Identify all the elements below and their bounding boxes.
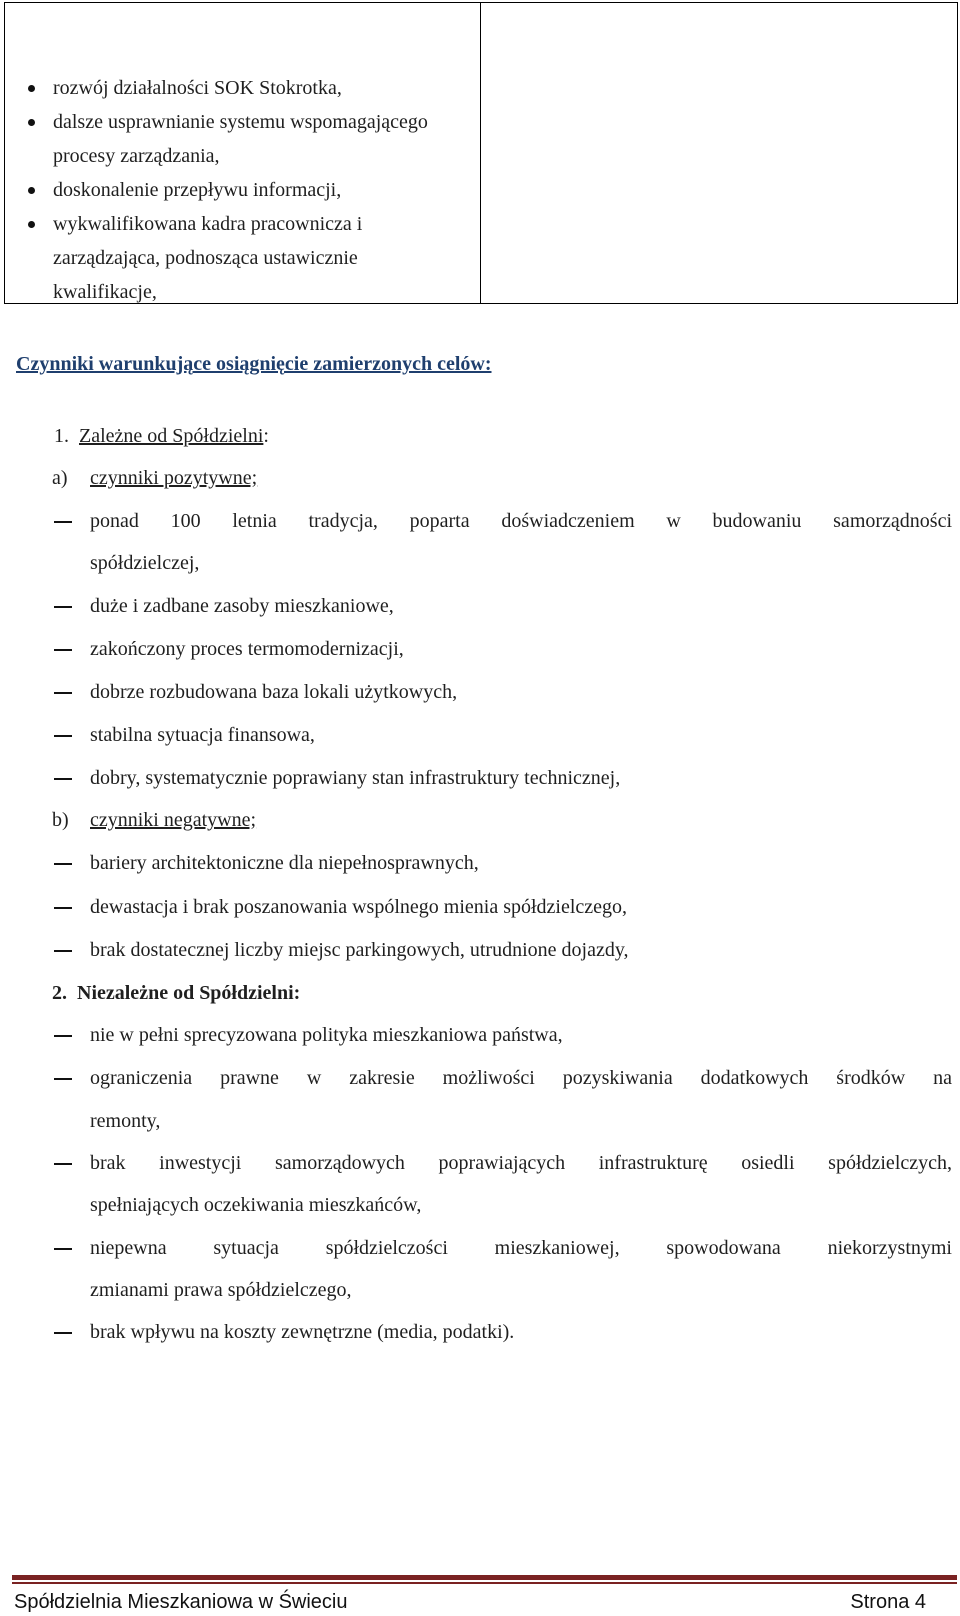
- list-item-continuation: spółdzielczej,: [90, 552, 200, 574]
- bullet-icon: [28, 187, 35, 194]
- dash-icon: [54, 606, 72, 608]
- footer-divider: [12, 1575, 957, 1580]
- footer-organization: Spółdzielnia Mieszkaniowa w Świeciu: [14, 1591, 348, 1613]
- dash-icon: [54, 863, 72, 865]
- positive-factors-label: a): [52, 467, 68, 489]
- footer-divider-thin: [12, 1582, 957, 1584]
- dash-icon: [54, 1078, 72, 1080]
- list-item-continuation: zmianami prawa spółdzielczego,: [90, 1279, 352, 1301]
- list-item-continuation: remonty,: [90, 1110, 161, 1132]
- dash-icon: [54, 950, 72, 952]
- dash-icon: [54, 1248, 72, 1250]
- dash-icon: [54, 1332, 72, 1334]
- dash-icon: [54, 521, 72, 523]
- dash-icon: [54, 778, 72, 780]
- section-heading: Czynniki warunkujące osiągnięcie zamierzonych celów:: [16, 353, 492, 375]
- bullet-icon: [28, 119, 35, 126]
- list-item: dalsze usprawnianie systemu wspomagającego procesy zarządzania,: [5, 105, 433, 173]
- page-number: Strona 4: [850, 1591, 926, 1613]
- bullet-icon: [28, 221, 35, 228]
- list-item-continuation: spełniających oczekiwania mieszkańców,: [90, 1194, 422, 1216]
- goals-table-left-cell: [5, 3, 481, 303]
- dash-icon: [54, 735, 72, 737]
- negative-factors-title: czynniki negatywne;: [90, 809, 257, 831]
- dash-icon: [54, 907, 72, 909]
- bullet-icon: [28, 85, 35, 92]
- section2-title: 2. Niezależne od Spółdzielni:: [52, 982, 301, 1004]
- dash-icon: [54, 1035, 72, 1037]
- list-item: rozwój działalności SOK Stokrotka,: [5, 71, 433, 105]
- goals-bullet-list: [5, 71, 433, 309]
- goals-table: [4, 2, 958, 304]
- negative-factors-label: b): [52, 809, 69, 831]
- dash-icon: [54, 692, 72, 694]
- list-item: wykwalifikowana kadra pracownicza i zarządzająca, podnosząca ustawicznie kwalifikacje,: [5, 207, 433, 309]
- dash-icon: [54, 649, 72, 651]
- dash-icon: [54, 1163, 72, 1165]
- section1-title: 1. Zależne od Spółdzielni:: [54, 425, 269, 447]
- positive-factors-title: czynniki pozytywne;: [90, 467, 258, 489]
- goals-table-right-cell: [481, 3, 957, 303]
- list-item: doskonalenie przepływu informacji,: [5, 173, 433, 207]
